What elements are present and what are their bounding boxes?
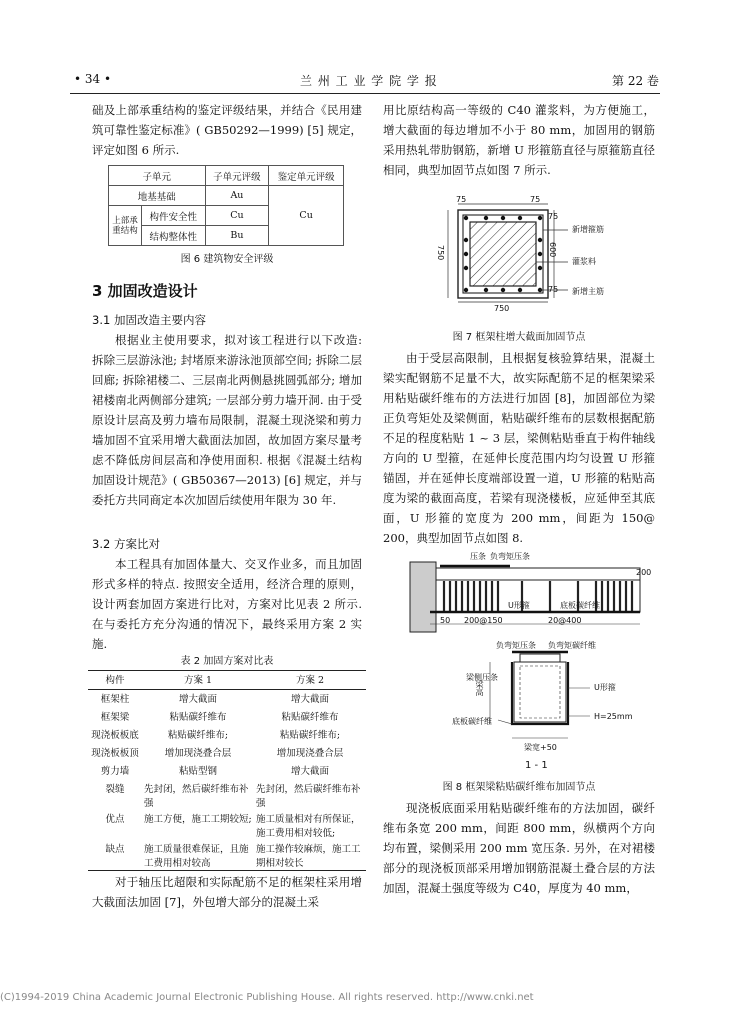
fig6-h-sub: 子单元 bbox=[109, 166, 206, 186]
right-slab-text: 现浇板底面采用粘贴碳纤维布的方法加固，碳纤维布条宽 200 mm，间距 800 mm，纵横两个方向均布置，梁侧采用 200 mm 宽压条. 另外，在对裙楼部分的现浇板顶部采用增加钢筋混凝土叠合层的方法加固，混凝土强度等级为 C40，厚度为 40 mm， bbox=[383, 801, 655, 895]
fig8-label-h: H=25mm bbox=[594, 712, 633, 721]
left-intro: 础及上部承重结构的鉴定评级结果，并结合《民用建筑可靠性鉴定标准》( GB50292—1999) [5] 规定，评定如图 6 所示. bbox=[92, 103, 362, 157]
table2-row bbox=[88, 780, 366, 810]
fig8-column bbox=[410, 562, 436, 632]
header-rule bbox=[70, 93, 660, 94]
volume-label: 第 22 卷 bbox=[612, 74, 659, 88]
section-31-heading: 3.1 加固改造主要内容 bbox=[92, 313, 206, 327]
fig8-label-height: 梁高 bbox=[475, 680, 484, 696]
fig6-h-unitgrade: 鉴定单元评级 bbox=[269, 166, 344, 186]
table2-row bbox=[88, 810, 366, 840]
table2-row bbox=[88, 708, 366, 726]
fig7-dim-right-mid: 600 bbox=[548, 242, 557, 258]
table2-row bbox=[88, 744, 366, 762]
fig7-label-stirrup: 新增箍筋 bbox=[572, 225, 604, 234]
table2-cell: 施工操作较麻烦，施工工期相对较长 bbox=[254, 840, 366, 871]
table2-cell: 剪力墙 bbox=[100, 766, 130, 777]
fig8-label-side: 梁侧压条 bbox=[466, 673, 498, 682]
table2-cell: 优点 bbox=[105, 814, 125, 825]
copyright-footer: (C)1994-2019 China Academic Journal Electronic Publishing House. All rights reserved. http://www.cnki.net bbox=[0, 992, 534, 1003]
fig8-label-press: 压条 bbox=[470, 552, 486, 561]
fig6-r1-name: 地基基础 bbox=[109, 186, 206, 206]
fig6-caption: 图 6 建筑物安全评级 bbox=[180, 254, 274, 265]
fig7-dim-top-left: 75 bbox=[456, 195, 467, 204]
fig8-caption: 图 8 框架梁粘贴碳纤维布加固节点 bbox=[442, 782, 596, 793]
fig6-r3-grade: Bu bbox=[205, 226, 269, 246]
table2 bbox=[88, 670, 366, 871]
fig7-dim-right-bottom: 75 bbox=[548, 285, 559, 294]
fig6-r3-name: 结构整体性 bbox=[142, 226, 206, 246]
fig7-original-column bbox=[470, 222, 536, 286]
fig6-r1-grade: Au bbox=[205, 186, 269, 206]
table2-head-cell: 方案 1 bbox=[142, 671, 254, 690]
fig7-dim-bottom: 750 bbox=[494, 304, 510, 313]
table2-row bbox=[88, 690, 366, 709]
table2-row bbox=[88, 840, 366, 871]
journal-title: 兰 州 工 业 学 院 学 报 bbox=[300, 74, 438, 88]
fig8-section-slab bbox=[520, 654, 560, 662]
table2-cell: 粘贴碳纤维布 bbox=[169, 712, 227, 723]
fig6-table bbox=[108, 165, 344, 246]
fig6-r2-name: 构件安全性 bbox=[142, 206, 206, 226]
table2-cell: 缺点 bbox=[88, 840, 142, 871]
table2-cell: 现浇板板底 bbox=[91, 730, 139, 741]
table2-cell: 增加现浇叠合层 bbox=[164, 748, 232, 759]
fig6-group: 上部承重结构 bbox=[109, 206, 142, 246]
fig7-label-grout: 灌浆料 bbox=[572, 257, 596, 266]
fig8-label-neg: 负弯矩压条 bbox=[490, 552, 530, 561]
fig8-dim-d: 50 bbox=[440, 616, 451, 625]
table2-cell: 增大截面 bbox=[290, 694, 329, 705]
fig7-caption: 图 7 框架柱增大截面加固节点 bbox=[452, 332, 586, 343]
left-tail-text: 对于轴压比超限和实际配筋不足的框架柱采用增大截面法加固 [7]，外包增大部分的混凝土采 bbox=[92, 875, 362, 909]
fig6-unit-grade: Cu bbox=[269, 186, 344, 246]
table2-cell: 先封闭，然后碳纤维布补强 bbox=[256, 784, 361, 809]
fig8-label-negcf: 负弯矩碳纤维 bbox=[548, 641, 596, 650]
section-3-heading: 3 加固改造设计 bbox=[92, 282, 198, 300]
right-intro: 用比原结构高一等级的 C40 灌浆料，为方便施工，增大截面的每边增加不小于 80 mm，加固用的钢筋采用热轧带肋钢筋，新增 U 形箍筋直径与原箍筋直径相同，典型加固节点如图 7 所示. bbox=[383, 103, 655, 177]
table2-row bbox=[88, 726, 366, 744]
table2-cell: 裂缝 bbox=[105, 784, 125, 795]
table2-cell: 增加现浇叠合层 bbox=[276, 748, 344, 759]
fig7-column-section bbox=[430, 190, 620, 320]
fig8-dim-b: 20@400 bbox=[548, 616, 582, 625]
table2-cell: 粘贴碳纤维布 bbox=[281, 712, 339, 723]
table2-cell: 增大截面 bbox=[178, 694, 217, 705]
fig6-h-subgrade: 子单元评级 bbox=[205, 166, 269, 186]
table2-cell: 粘贴碳纤维布; bbox=[279, 730, 341, 741]
fig8-label-u2: U形箍 bbox=[594, 683, 616, 692]
fig8-label-width: 梁宽+50 bbox=[524, 743, 557, 752]
fig8-dim-a: 200@150 bbox=[464, 616, 503, 625]
table2-cell: 施工质量相对有所保证，施工费用相对较低; bbox=[256, 814, 361, 839]
table2-cell: 粘贴碳纤维布; bbox=[167, 730, 229, 741]
fig7-dim-right-top: 75 bbox=[548, 212, 559, 221]
section-32-text: 本工程具有加固体量大、交叉作业多，而且加固形式多样的特点. 按照安全适用，经济合理的原则，设计两套加固方案进行比对，方案对比见表 2 所示. 在与委托方充分沟通的情况下，最终采用方案 2 实施. bbox=[92, 557, 362, 651]
fig8-label-ubar: U形箍 bbox=[508, 601, 530, 610]
fig7-dim-top-right: 75 bbox=[530, 195, 541, 204]
table2-cell: 粘贴型钢 bbox=[178, 766, 217, 777]
fig8-dim-c: 200 bbox=[636, 568, 652, 577]
fig7-label-bar: 新增主筋 bbox=[572, 287, 604, 296]
table2-title: 表 2 加固方案对比表 bbox=[180, 656, 274, 667]
fig8-label-neg2: 负弯矩压条 bbox=[496, 641, 536, 650]
fig7-dim-left: 750 bbox=[436, 245, 445, 261]
table2-cell: 现浇板板顶 bbox=[91, 748, 139, 759]
table2-head-cell: 构件 bbox=[88, 671, 142, 690]
table2-cell: 施工质量很难保证，且施工费用相对较高 bbox=[142, 840, 254, 871]
fig8-section-mark: 1 - 1 bbox=[525, 760, 548, 771]
page-number: • 34 • bbox=[74, 72, 112, 86]
table2-cell: 施工方便，施工工期较短; bbox=[144, 814, 252, 825]
fig8-section-beam bbox=[514, 662, 566, 722]
right-beam-text: 由于受层高限制，且根据复核验算结果，混凝土梁实配钢筋不足量不大，故实际配筋不足的框架梁采用粘贴碳纤维布的方法进行加固 [8]，加固部位为梁正负弯矩处及梁侧面，粘贴碳纤维布的层数根据配筋不足的程度粘贴 1 ~ 3 层，梁侧粘贴垂直于构件轴线方向的 U 型箍，在延伸长度范围内均匀设置 U 形箍锚固，并在延伸长度端部设置一道，U 形箍的粘贴高度为梁的截面高度，若梁有现浇楼板，应延伸至其底面，U 形箍的宽度为 200 mm，间距为 150@ 200，典型加固节点如图 8. bbox=[383, 351, 655, 545]
fig8-label-bot2: 底板碳纤维 bbox=[452, 717, 492, 726]
table2-cell: 框架梁 bbox=[100, 712, 130, 723]
table2-row bbox=[88, 762, 366, 780]
table2-cell: 增大截面 bbox=[290, 766, 329, 777]
table2-cell: 先封闭，然后碳纤维布补强 bbox=[144, 784, 249, 809]
table2-head-cell: 方案 2 bbox=[254, 671, 366, 690]
fig6-r2-grade: Cu bbox=[205, 206, 269, 226]
section-31-text: 根据业主使用要求，拟对该工程进行以下改造: 拆除三层游泳池; 封堵原来游泳池顶部空间; 拆除二层回廊; 拆除裙楼二、三层南北两侧悬挑圆弧部分; 增加裙楼南北两侧部分建筑; 一层部分剪力墙开洞. 由于受原设计层高及剪力墙布局限制，混凝土现浇梁和剪力墙加固不宜采用增大截面法加固，故加固方案尽量考虑不降低房间层高和净使用面积. 根据《混凝土结构加固设计规范》( GB50367—2013) [6] 规定，并与委托方共同商定本次加固后续使用年限为 30 年. bbox=[92, 333, 362, 507]
section-32-heading: 3.2 方案比对 bbox=[92, 537, 160, 551]
fig8-slab bbox=[430, 568, 640, 580]
fig8-label-bottom: 底板碳纤维 bbox=[560, 601, 600, 610]
table2-cell: 框架柱 bbox=[100, 694, 130, 705]
